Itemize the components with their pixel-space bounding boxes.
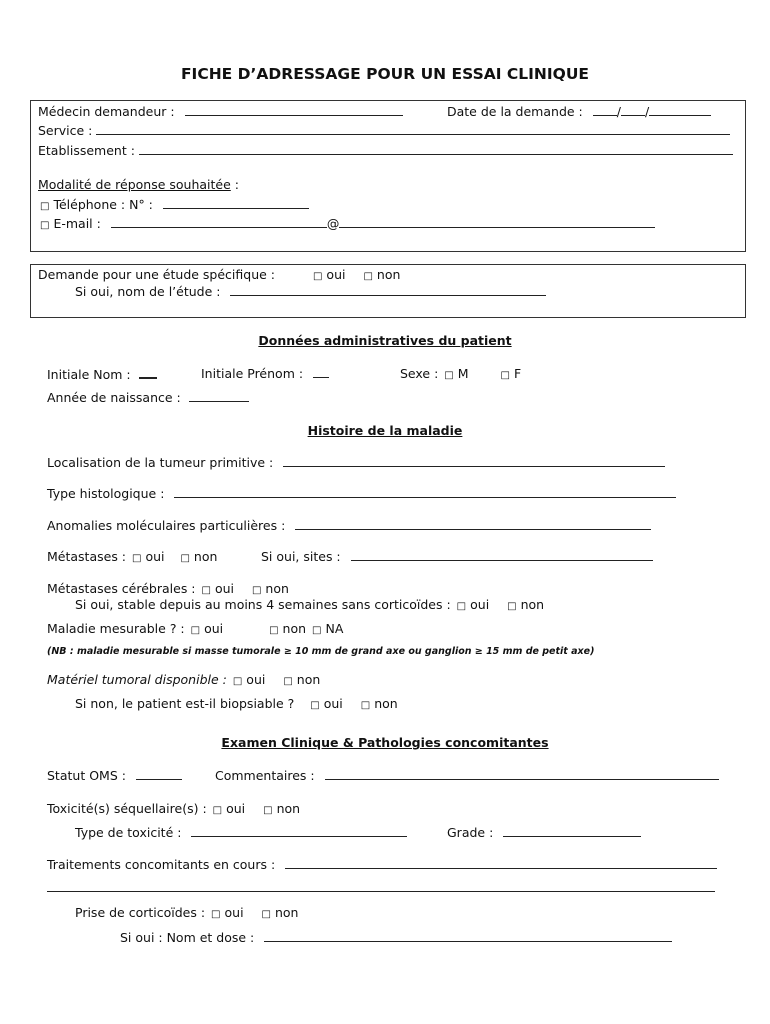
traitements-field-line-2[interactable] bbox=[47, 880, 715, 892]
materiel-row bbox=[47, 672, 320, 690]
email-user-field[interactable] bbox=[111, 216, 327, 228]
date-label: Date de la demande : bbox=[447, 104, 583, 119]
mesurable-row bbox=[47, 621, 343, 639]
mesurable-non-checkbox[interactable]: □ bbox=[269, 625, 279, 636]
materiel-oui-label: oui bbox=[246, 672, 266, 687]
anomalies-label: Anomalies moléculaires particulières : bbox=[47, 518, 286, 533]
sexe-f-label: F bbox=[513, 366, 522, 381]
statut-label: Statut OMS : bbox=[47, 768, 126, 783]
sexe-label: Sexe : bbox=[400, 366, 439, 381]
metastases-non-label: non bbox=[193, 549, 218, 564]
type-toxicite-label: Type de toxicité : bbox=[75, 825, 182, 840]
meta-cerebrales-non-checkbox[interactable]: □ bbox=[251, 585, 262, 596]
type-toxicite-row bbox=[75, 825, 407, 841]
meta-cerebrales-non-label: non bbox=[265, 581, 289, 596]
traitements-field[interactable] bbox=[285, 857, 717, 869]
localisation-field[interactable] bbox=[283, 455, 665, 467]
date-month-field[interactable] bbox=[621, 104, 645, 116]
etablissement-field[interactable] bbox=[139, 143, 733, 155]
etude-field[interactable] bbox=[230, 284, 546, 296]
anomalies-field[interactable] bbox=[295, 518, 651, 530]
materiel-non-label: non bbox=[296, 672, 321, 687]
biopsiable-oui-label: oui bbox=[323, 696, 343, 711]
corticoides-oui-checkbox[interactable]: □ bbox=[211, 909, 221, 920]
toxicite-oui-label: oui bbox=[226, 801, 246, 816]
etablissement-row bbox=[38, 143, 733, 159]
demande-label: Demande pour une étude spécifique : bbox=[38, 267, 275, 282]
date-year-field[interactable] bbox=[649, 104, 711, 116]
anomalies-row bbox=[47, 518, 651, 534]
examen-heading: Examen Clinique & Pathologies concomitantes bbox=[221, 735, 549, 750]
initiale-prenom-field[interactable] bbox=[313, 366, 329, 378]
sites-field[interactable] bbox=[351, 549, 653, 561]
sites-label: Si oui, sites : bbox=[261, 549, 341, 564]
email-label: E-mail : bbox=[53, 216, 101, 231]
toxicite-oui-checkbox[interactable]: □ bbox=[212, 805, 223, 816]
etablissement-label: Etablissement : bbox=[38, 143, 135, 158]
metastases-oui-label: oui bbox=[145, 549, 165, 564]
corticoides-oui-label: oui bbox=[224, 905, 244, 920]
metastases-non-checkbox[interactable]: □ bbox=[180, 553, 190, 564]
annee-label: Année de naissance : bbox=[47, 390, 181, 405]
materiel-label: Matériel tumoral disponible : bbox=[47, 672, 227, 687]
stable-row bbox=[75, 597, 544, 615]
meta-cerebrales-oui-label: oui bbox=[214, 581, 234, 596]
localisation-label: Localisation de la tumeur primitive : bbox=[47, 455, 274, 470]
stable-non-label: non bbox=[520, 597, 545, 612]
medecin-label: Médecin demandeur : bbox=[38, 104, 175, 119]
statut-row bbox=[47, 768, 182, 784]
telephone-field[interactable] bbox=[163, 197, 309, 209]
histoire-heading: Histoire de la maladie bbox=[307, 423, 463, 438]
admin-heading: Données administratives du patient bbox=[258, 333, 512, 348]
toxicite-non-checkbox[interactable]: □ bbox=[263, 805, 273, 816]
nom-dose-field[interactable] bbox=[264, 930, 672, 942]
meta-cerebrales-label: Métastases cérébrales : bbox=[47, 581, 196, 596]
statut-field[interactable] bbox=[136, 768, 182, 780]
materiel-non-checkbox[interactable]: □ bbox=[283, 676, 293, 687]
email-row bbox=[38, 216, 655, 234]
mesurable-label: Maladie mesurable ? : bbox=[47, 621, 185, 636]
toxicite-row bbox=[47, 801, 300, 819]
email-checkbox[interactable]: □ bbox=[40, 220, 50, 231]
telephone-checkbox[interactable]: □ bbox=[40, 201, 50, 212]
grade-row bbox=[447, 825, 641, 841]
metastases-label: Métastases : bbox=[47, 549, 127, 564]
service-row bbox=[38, 123, 730, 139]
type-toxicite-field[interactable] bbox=[191, 825, 407, 837]
demande-non-checkbox[interactable]: □ bbox=[363, 271, 373, 282]
metastases-oui-checkbox[interactable]: □ bbox=[132, 553, 142, 564]
mesurable-na-checkbox[interactable]: □ bbox=[312, 625, 322, 636]
meta-cerebrales-oui-checkbox[interactable]: □ bbox=[201, 585, 211, 596]
corticoides-row bbox=[75, 905, 298, 923]
nom-dose-row bbox=[120, 930, 672, 946]
medecin-row bbox=[38, 104, 403, 120]
corticoides-non-label: non bbox=[274, 905, 299, 920]
etude-row bbox=[75, 284, 546, 300]
annee-row bbox=[47, 390, 249, 406]
date-sep-1: / bbox=[616, 104, 621, 119]
mesurable-oui-label: oui bbox=[204, 621, 224, 636]
initiale-nom-field[interactable] bbox=[139, 366, 157, 379]
type-histo-row bbox=[47, 486, 676, 502]
initiale-prenom-row bbox=[201, 366, 329, 382]
toxicite-label: Toxicité(s) séquellaire(s) : bbox=[47, 801, 207, 816]
sites-row bbox=[261, 549, 653, 565]
stable-non-checkbox[interactable]: □ bbox=[507, 601, 517, 612]
initiale-nom-row bbox=[47, 366, 157, 383]
traitements-row bbox=[47, 857, 717, 873]
traitements-continuation-row bbox=[47, 880, 715, 896]
modalite-label: Modalité de réponse souhaitée bbox=[38, 177, 231, 192]
grade-field[interactable] bbox=[503, 825, 641, 837]
initiale-prenom-label: Initiale Prénom : bbox=[201, 366, 304, 381]
commentaires-row bbox=[215, 768, 719, 784]
sexe-row bbox=[400, 366, 521, 384]
sexe-m-label: M bbox=[457, 366, 469, 381]
commentaires-field[interactable] bbox=[325, 768, 719, 780]
date-row bbox=[447, 104, 711, 120]
stable-oui-label: oui bbox=[470, 597, 490, 612]
sexe-m-checkbox[interactable]: □ bbox=[444, 370, 454, 381]
email-domain-field[interactable] bbox=[339, 216, 655, 228]
metastases-row bbox=[47, 549, 217, 567]
annee-field[interactable] bbox=[189, 390, 249, 402]
corticoides-label: Prise de corticoïdes : bbox=[75, 905, 206, 920]
initiale-nom-label: Initiale Nom : bbox=[47, 367, 131, 382]
service-label: Service : bbox=[38, 123, 93, 138]
biopsiable-oui-checkbox[interactable]: □ bbox=[310, 700, 320, 711]
sexe-f-checkbox[interactable]: □ bbox=[500, 370, 510, 381]
telephone-row bbox=[38, 197, 309, 215]
demande-non-label: non bbox=[376, 267, 401, 282]
mesurable-oui-checkbox[interactable]: □ bbox=[190, 625, 201, 636]
biopsiable-row bbox=[75, 696, 398, 714]
biopsiable-label: Si non, le patient est-il biopsiable ? bbox=[75, 696, 295, 711]
service-field[interactable] bbox=[96, 123, 730, 135]
modalite-row bbox=[38, 177, 239, 193]
stable-label: Si oui, stable depuis au moins 4 semaines sans corticoïdes : bbox=[75, 597, 451, 612]
email-at: @ bbox=[326, 216, 340, 231]
form-title: FICHE D’ADRESSAGE POUR UN ESSAI CLINIQUE bbox=[180, 65, 590, 83]
localisation-row bbox=[47, 455, 665, 471]
nom-dose-label: Si oui : Nom et dose : bbox=[120, 930, 255, 945]
type-histo-label: Type histologique : bbox=[47, 486, 165, 501]
nb-note: (NB : maladie mesurable si masse tumorale ≥ 10 mm de grand axe ou ganglion ≥ 15 mm de petit axe) bbox=[47, 646, 595, 657]
date-sep-2: / bbox=[644, 104, 650, 119]
date-day-field[interactable] bbox=[593, 104, 617, 116]
telephone-label: Téléphone : N° : bbox=[53, 197, 153, 212]
toxicite-non-label: non bbox=[276, 801, 301, 816]
traitements-label: Traitements concomitants en cours : bbox=[47, 857, 276, 872]
modalite-colon: : bbox=[230, 177, 239, 192]
grade-label: Grade : bbox=[447, 825, 494, 840]
etude-label: Si oui, nom de l’étude : bbox=[75, 284, 221, 299]
demande-row bbox=[38, 267, 400, 285]
commentaires-label: Commentaires : bbox=[215, 768, 315, 783]
mesurable-non-label: non bbox=[282, 621, 307, 636]
demande-oui-checkbox[interactable]: □ bbox=[312, 271, 323, 282]
biopsiable-non-checkbox[interactable]: □ bbox=[360, 700, 371, 711]
type-histo-field[interactable] bbox=[174, 486, 676, 498]
demande-oui-label: oui bbox=[326, 267, 346, 282]
stable-oui-checkbox[interactable]: □ bbox=[456, 601, 467, 612]
biopsiable-non-label: non bbox=[374, 696, 398, 711]
medecin-field[interactable] bbox=[185, 104, 403, 116]
corticoides-non-checkbox[interactable]: □ bbox=[261, 909, 271, 920]
materiel-oui-checkbox[interactable]: □ bbox=[232, 676, 243, 687]
mesurable-na-label: NA bbox=[325, 621, 344, 636]
